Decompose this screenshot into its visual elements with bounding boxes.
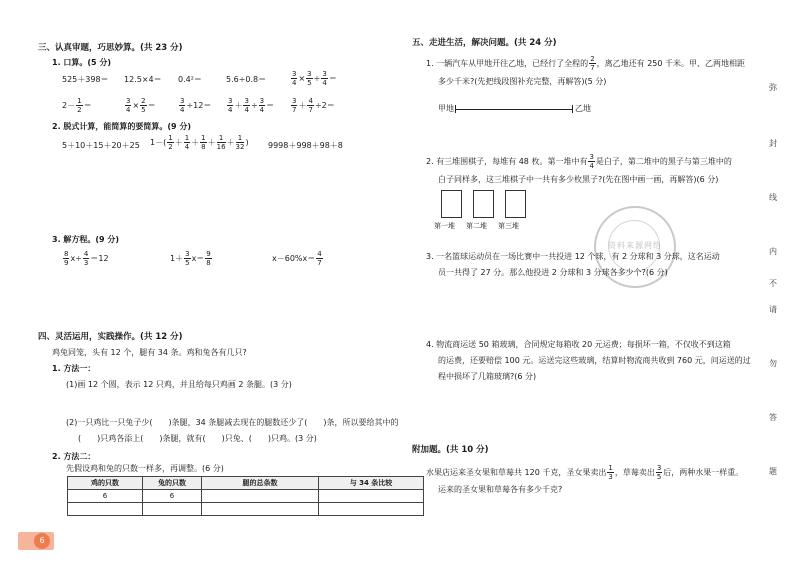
problem-1-line-2: 多少千米?(先把线段图补充完整，再解答)(5 分) <box>438 77 607 86</box>
gutter-char: 封 <box>769 139 777 148</box>
table-row <box>68 503 424 516</box>
problem-2-line-1: 2. 有三堆围棋子，每堆有 48 枚。第一堆中有 $\frac{3}{4}$ 是白子，第二堆中的黑子与第三堆中的 <box>426 153 732 170</box>
table-cell: 6 <box>68 490 143 503</box>
pile-2-label: 第二堆 <box>466 222 487 230</box>
q3-title: 3. 解方程。(9 分) <box>52 235 120 244</box>
pile-3-label: 第三堆 <box>498 222 519 230</box>
method-1-step-1: (1)画 12 个圆，表示 12 只鸡，并且给每只鸡画 2 条腿。(3 分) <box>66 380 292 389</box>
table-cell[interactable] <box>68 503 143 516</box>
method-1-step-2-cont: ( )只鸡各添上( )条腿，就有( )只兔、( )只鸡。(3 分) <box>78 434 317 443</box>
section-3-title: 三、认真审题，巧思妙算。(共 23 分) <box>38 43 183 53</box>
method-2-title: 2. 方法二： <box>52 452 96 461</box>
gutter-char: 请 <box>769 305 777 314</box>
table-header: 与 34 条比较 <box>319 477 424 490</box>
method-1-title: 1. 方法一： <box>52 364 96 373</box>
equation-2: 1＋ $\frac{3}{5}$ x＝ $\frac{9}{8}$ <box>170 250 211 267</box>
page-number: 6 <box>34 533 50 549</box>
bonus-line-2: 运来的圣女果和草莓各有多少千克? <box>438 485 563 494</box>
oral-calc-6: 2－ $\frac{1}{2}$ ＝ <box>62 97 92 114</box>
section-5-title: 五、走进生活，解决问题。(共 24 分) <box>412 38 557 48</box>
gutter-char: 不 <box>769 279 777 288</box>
table-header: 腿的总条数 <box>202 477 319 490</box>
oral-calc-5: $\frac{3}{4}$ × $\frac{3}{5}$ ÷ $\frac{3}{4}$ ＝ <box>292 70 337 87</box>
line-label-start: 甲地 <box>438 104 454 113</box>
equation-1: $\frac{8}{9}$ x÷ $\frac{4}{3}$ ＝12 <box>64 250 109 267</box>
equation-3: x－60%x＝ $\frac{4}{7}$ <box>272 250 322 267</box>
table-cell[interactable] <box>319 503 424 516</box>
oral-calc-2: 12.5×4＝ <box>124 75 162 84</box>
problem-3-line-1: 3. 一名篮球运动员在一场比赛中一共投进 12 个球，有 2 分球和 3 分球，这名运动 <box>426 252 720 261</box>
oral-calc-3: 0.4²＝ <box>178 75 202 84</box>
method-1-step-2: (2)一只鸡比一只兔子少( )条腿，34 条腿减去现在的腿数还少了( )条，所以要给其中的 <box>66 418 399 427</box>
segment-tick <box>455 105 456 113</box>
segment-diagram <box>455 109 573 110</box>
table-cell[interactable] <box>202 490 319 503</box>
q2-title: 2. 脱式计算，能简算的要简算。(9 分) <box>52 122 192 131</box>
step-calc-3: 9998＋998＋98＋8 <box>268 141 343 150</box>
problem-2-line-2: 白子同样多，这三堆棋子中一共有多少枚黑子?(先在图中画一画，再解答)(6 分) <box>438 175 719 184</box>
table-cell: 6 <box>143 490 202 503</box>
assumption-table <box>67 476 424 516</box>
problem-1-line-1: 1. 一辆汽车从甲地开往乙地，已经行了全程的 $\frac{2}{7}$ ，离乙地还有 250 千米。甲、乙两地相距 <box>426 55 746 72</box>
pile-3-box[interactable] <box>505 190 526 218</box>
pile-2-box[interactable] <box>473 190 494 218</box>
method-2-intro: 先假设鸡和兔的只数一样多，再调整。(6 分) <box>66 464 224 473</box>
pile-1-label: 第一堆 <box>434 222 455 230</box>
table-cell[interactable] <box>143 503 202 516</box>
line-label-end: 乙地 <box>575 104 591 113</box>
table-cell[interactable] <box>202 503 319 516</box>
segment-tick <box>572 105 573 113</box>
gutter-char: 勿 <box>769 359 777 368</box>
problem-4-line-3: 程中损坏了几箱玻璃?(6 分) <box>438 372 537 381</box>
section-4-title: 四、灵活运用，实践操作。(共 12 分) <box>38 332 183 342</box>
oral-calc-4: 5.6÷0.8＝ <box>226 75 267 84</box>
oral-calc-1: 525＋398＝ <box>62 75 109 84</box>
gutter-char: 弥 <box>769 83 777 92</box>
pile-1-box[interactable] <box>441 190 462 218</box>
table-header: 兔的只数 <box>143 477 202 490</box>
problem-4-line-2: 的运费，还要赔偿 100 元。运送完这些玻璃，结算时物流商共收到 760 元，问运送的过 <box>438 356 751 365</box>
table-row <box>68 490 424 503</box>
bonus-line-1: 水果店运来圣女果和草莓共 120 千克，圣女果卖出 $\frac{1}{3}$ ，草莓卖出 $\frac{3}{5}$ 后，两种水果一样重。 <box>426 464 744 481</box>
gutter-char: 内 <box>769 247 777 256</box>
problem-4-line-1: 4. 物流商运送 50 箱玻璃，合同规定每箱收 20 元运费；每损坏一箱，不仅收不到这箱 <box>426 340 731 349</box>
oral-calc-10: $\frac{3}{7}$ ＋ $\frac{4}{7}$ ÷2＝ <box>292 97 335 114</box>
oral-calc-9: $\frac{3}{4}$ ＋ $\frac{3}{4}$ ÷ $\frac{3}{4}$ ＝ <box>228 97 275 114</box>
gutter-char: 题 <box>769 467 777 476</box>
step-calc-1: 5＋10＋15＋20＋25 <box>62 141 140 150</box>
oral-calc-8: $\frac{3}{4}$ ÷12＝ <box>180 97 212 114</box>
q1-title: 1. 口算。(5 分) <box>52 58 112 67</box>
oral-calc-7: $\frac{3}{4}$ × $\frac{2}{5}$ ＝ <box>126 97 156 114</box>
table-header: 鸡的只数 <box>68 477 143 490</box>
table-cell[interactable] <box>319 490 424 503</box>
gutter-char: 答 <box>769 413 777 422</box>
chicken-rabbit-intro: 鸡兔同笼，头有 12 个，腿有 34 条。鸡和兔各有几只? <box>52 348 247 357</box>
watermark-stamp-text: 资料来源网络 <box>608 241 662 250</box>
gutter-char: 线 <box>769 193 777 202</box>
bonus-title: 附加题。(共 10 分) <box>412 445 489 455</box>
step-calc-2: 1－( $\frac{1}{2}$ ＋ $\frac{1}{4}$ ＋ $\frac{1}{8}$ ＋ $\frac{1}{16}$ ＋ $\frac{1}{32}$ ) <box>150 134 249 151</box>
problem-3-line-2: 员一共得了 27 分。那么他投进 2 分球和 3 分球各多少个?(6 分) <box>438 268 668 277</box>
